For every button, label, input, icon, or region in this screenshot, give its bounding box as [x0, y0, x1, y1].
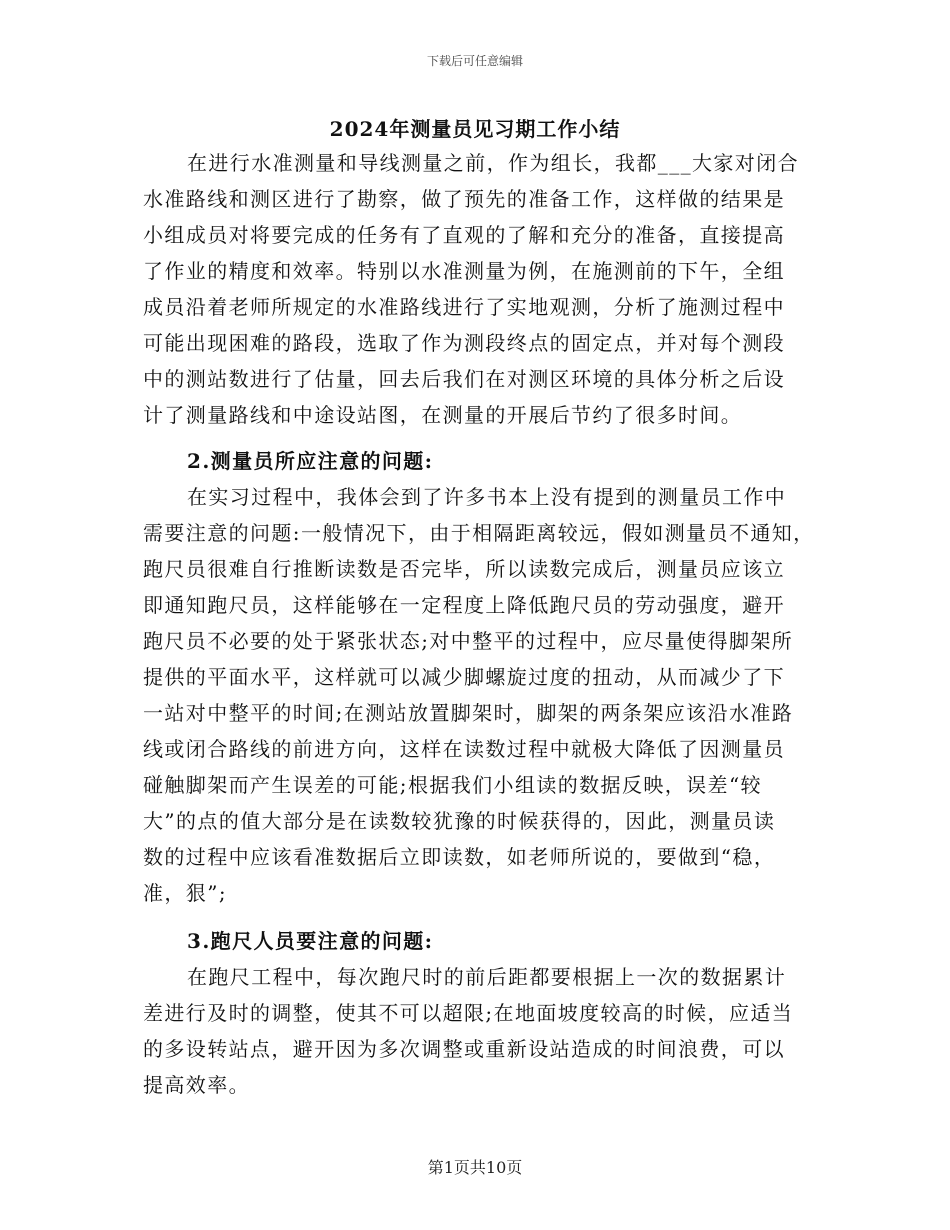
- paragraph-3-line: 在跑尺工程中，每次跑尺时的前后距都要根据上一次的数据累计: [187, 965, 787, 989]
- paragraph-1-line: 可能出现困难的路段，选取了作为测段终点的固定点，并对每个测段: [143, 331, 785, 355]
- page-footer: 第1页共10页: [427, 1158, 523, 1177]
- paragraph-2-line: 跑尺员很难自行推断读数是否完毕，所以读数完成后，测量员应该立: [143, 557, 785, 581]
- paragraph-1-line: 水准路线和测区进行了勘察，做了预先的准备工作，这样做的结果是: [143, 187, 785, 211]
- paragraph-2-line: 需要注意的问题:一般情况下，由于相隔距离较远，假如测量员不通知，: [143, 521, 815, 545]
- section-3-heading: 3.跑尺人员要注意的问题:: [187, 929, 434, 953]
- document-title: 2024年测量员见习期工作小结: [329, 117, 621, 141]
- paragraph-2-line: 即通知跑尺员，这样能够在一定程度上降低跑尺员的劳动强度，避开: [143, 593, 785, 617]
- paragraph-1-line: 了作业的精度和效率。特别以水准测量为例，在施测前的下午，全组: [143, 259, 785, 283]
- paragraph-3-line: 提高效率。: [143, 1073, 250, 1097]
- paragraph-2-line: 一站对中整平的时间;在测站放置脚架时，脚架的两条架应该沿水准路: [143, 701, 794, 725]
- paragraph-2-line: 准，狠”;: [143, 881, 227, 905]
- paragraph-2-line: 大”的点的值大部分是在读数较犹豫的时候获得的，因此，测量员读: [143, 809, 776, 833]
- paragraph-2-line: 数的过程中应该看准数据后立即读数，如老师所说的，要做到“稳，: [143, 845, 776, 869]
- paragraph-1-line: 计了测量路线和中途设站图，在测量的开展后节约了很多时间。: [143, 403, 743, 427]
- paragraph-2-line: 线或闭合路线的前进方向，这样在读数过程中就极大降低了因测量员: [143, 737, 785, 761]
- header-note: 下载后可任意编辑: [426, 54, 523, 68]
- section-2-heading: 2.测量员所应注意的问题:: [187, 449, 434, 473]
- paragraph-2-line: 在实习过程中，我体会到了许多书本上没有提到的测量员工作中: [187, 485, 787, 509]
- paragraph-1-line: 小组成员对将要完成的任务有了直观的了解和充分的准备，直接提高: [143, 223, 785, 247]
- paragraph-2-line: 碰触脚架而产生误差的可能;根据我们小组读的数据反映，误差“较: [143, 773, 762, 797]
- paragraph-1-line: 中的测站数进行了估量，回去后我们在对测区环境的具体分析之后设: [143, 367, 785, 391]
- paragraph-2-line: 提供的平面水平，这样就可以减少脚螺旋过度的扭动，从而减少了下: [143, 665, 785, 689]
- paragraph-1-line: 成员沿着老师所规定的水准路线进行了实地观测，分析了施测过程中: [143, 295, 785, 319]
- paragraph-3-line: 差进行及时的调整，使其不可以超限;在地面坡度较高的时候，应适当: [143, 1001, 794, 1025]
- paragraph-2-line: 跑尺员不必要的处于紧张状态;对中整平的过程中，应尽量使得脚架所: [143, 629, 794, 653]
- paragraph-1-line: 在进行水准测量和导线测量之前，作为组长，我都___大家对闭合: [187, 151, 799, 175]
- paragraph-3-line: 的多设转站点，避开因为多次调整或重新设站造成的时间浪费，可以: [143, 1037, 785, 1061]
